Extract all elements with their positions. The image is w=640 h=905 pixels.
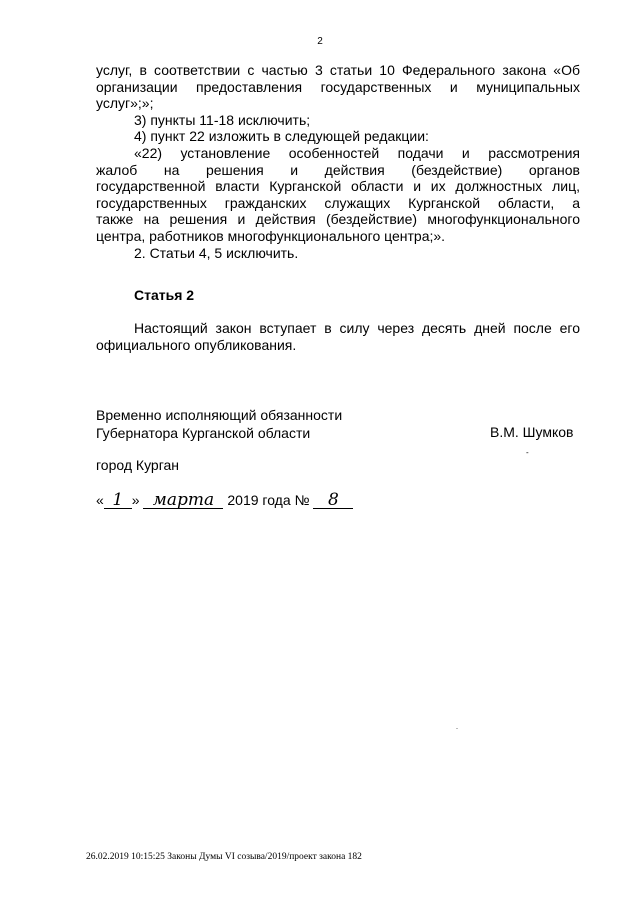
signature-mark: - [526,448,529,457]
text-line: «22) установление особенностей подачи и рассмотрения [134,144,580,161]
city: город Курган [96,457,180,473]
text-line: услуг»;»; [96,95,154,112]
footer-stamp: 26.02.2019 10:15:25 Законы Думы VI созыва/2019/проект закона 182 [86,852,362,862]
text-line: Настоящий закон вступает в силу через десять дней после его [134,320,580,336]
signature-title-line: Временно исполняющий обязанности [96,407,343,423]
text-line: 4) пункт 22 изложить в следующей редакции: [134,128,429,145]
text-line: государственных гражданских служащих Курганской области, а [96,194,580,211]
date-line [96,492,353,509]
signature-title-line: Губернатора Курганской области [96,425,311,441]
date-day: 1 [104,492,132,509]
text-line: 3) пункты 11-18 исключить; [134,111,311,128]
text-line: 2. Статьи 4, 5 исключить. [134,244,299,261]
date-year: 2019 года № [227,492,310,508]
scan-dot [456,728,458,729]
signature-name: В.М. Шумков [490,424,574,440]
paragraph-services [96,62,580,261]
date-month: марта [143,492,223,509]
article-text [96,320,580,353]
text-line: услуг, в соответствии с частью 3 статьи 10 Федерального закона «Об [96,62,580,78]
text-line: официального опубликования. [96,336,297,353]
law-number: 8 [313,492,353,509]
date-close-quote: » [131,492,140,508]
article-heading: Статья 2 [134,287,195,303]
signature-title [96,406,342,442]
text-line: центра, работников многофункционального центра;». [96,227,446,244]
text-line: жалоб на решения и действия (бездействие) органов [96,161,580,178]
page-number: 2 [317,36,323,47]
text-line: также на решения и действия (бездействие) многофункционального [96,211,580,228]
text-line: организации предоставления государственных и муниципальных [96,78,580,95]
text-line: государственной власти Курганской области и их должностных лиц, [96,178,580,195]
date-open-quote: « [96,492,104,508]
